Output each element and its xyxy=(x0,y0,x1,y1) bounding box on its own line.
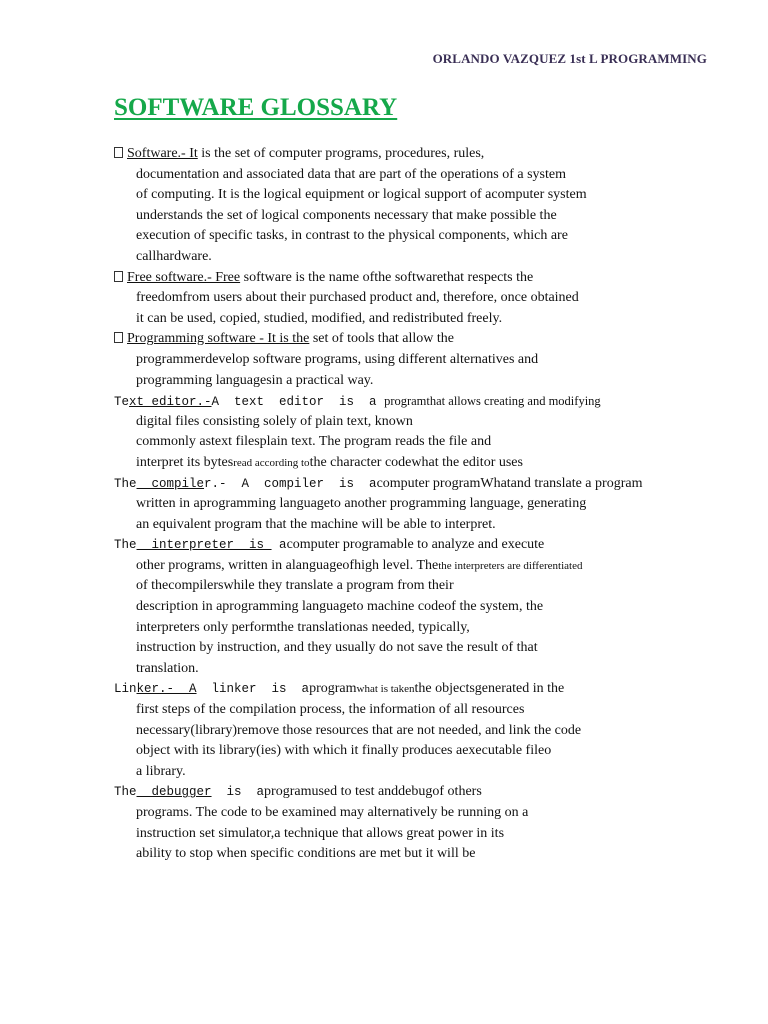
definition-line: programs. The code to be examined may alternatively be running on a xyxy=(136,805,529,820)
definition-text: programthat allows creating and modifying xyxy=(384,394,601,409)
definition-text-small: the interpreters are differentiated xyxy=(438,559,583,572)
definition-text: other programs, written in alanguageofhigh level. The xyxy=(136,557,439,573)
definition-text-small: read according to xyxy=(233,456,310,469)
entry-software xyxy=(114,144,754,165)
bullet-icon xyxy=(114,271,123,282)
term-debugger-suffix: is a xyxy=(211,785,265,800)
definition-line: it can be used, copied, studied, modified, and redistributed freely. xyxy=(136,310,503,326)
glossary-body xyxy=(114,144,754,865)
definition-line: callhardware. xyxy=(136,248,212,264)
page-title: SOFTWARE GLOSSARY xyxy=(114,94,398,121)
definition-text: software is the name ofthe softwarethat respects the xyxy=(240,269,534,285)
definition-line: ability to stop when specific conditions are met but it will be xyxy=(136,846,476,862)
definition-text: program xyxy=(309,681,357,697)
definition-line: freedomfrom users about their purchased product and, therefore, once obtained xyxy=(136,290,579,306)
definition-line: of thecompilerswhile they translate a program from their xyxy=(136,578,454,594)
definition-text: interpret its bytes xyxy=(136,454,234,470)
entry-programming-software xyxy=(114,329,754,350)
term-compiler-suffix: r.- A compiler is a xyxy=(204,476,377,491)
entry-text-editor xyxy=(114,391,754,412)
definition-line: necessary(library)remove those resources that are not needed, and link the code xyxy=(136,722,582,738)
term-interpreter-prefix: The xyxy=(114,538,137,553)
entry-free-software xyxy=(114,268,754,289)
term-linker-suffix: linker is a xyxy=(196,682,310,697)
bullet-icon xyxy=(114,147,123,158)
term-programming-software: Programming software - It is the xyxy=(127,331,310,347)
definition-text: computer programable to analyze and execute xyxy=(286,537,545,553)
definition-line: understands the set of logical components necessary that make possible the xyxy=(136,207,557,223)
definition-line xyxy=(114,453,754,474)
definition-line: commonly astext filesplain text. The program reads the file and xyxy=(136,434,492,450)
definition-text: programused to test anddebugof others xyxy=(264,784,482,800)
entry-linker xyxy=(114,679,754,700)
definition-line: of computing. It is the logical equipment or logical support of acomputer system xyxy=(136,187,587,203)
definition-text: the objectsgenerated in the xyxy=(414,681,565,697)
definition-line: translation. xyxy=(136,660,199,676)
definition-text: the character codewhat the editor uses xyxy=(309,454,523,470)
definition-line: description in aprogramming languageto machine codeof the system, the xyxy=(136,599,544,615)
term-text-editor-prefix: Te xyxy=(114,395,130,410)
term-compiler: compile xyxy=(136,476,205,491)
term-text-editor-suffix: A text editor is a xyxy=(211,395,385,410)
definition-text: set of tools that allow the xyxy=(309,331,455,347)
definition-line: interpreters only performthe translationas needed, typically, xyxy=(136,619,470,635)
term-free-software: Free software.- Free xyxy=(127,269,241,285)
definition-line: a library. xyxy=(136,763,186,779)
definition-line: programming languagesin a practical way. xyxy=(136,372,374,388)
definition-line: documentation and associated data that are part of the operations of a system xyxy=(136,166,566,182)
definition-line: instruction set simulator,a technique that allows great power in its xyxy=(136,825,505,841)
document-header: ORLANDO VAZQUEZ 1st L PROGRAMMING xyxy=(432,51,707,66)
definition-line: execution of specific tasks, in contrast to the physical components, which are xyxy=(136,228,568,244)
definition-line: written in aprogramming languageto another programming language, generating xyxy=(136,496,587,512)
term-interpreter: interpreter is xyxy=(136,538,272,553)
definition-line: digital files consisting solely of plain text, known xyxy=(136,413,413,429)
term-compiler-prefix: The xyxy=(114,476,137,491)
term-software: Software.- It xyxy=(127,146,198,161)
term-debugger: debugger xyxy=(136,785,212,800)
term-linker-prefix: Lin xyxy=(114,682,137,697)
definition-text-small: what is taken xyxy=(356,683,415,696)
definition-line: object with its library(ies) with which it finally produces aexecutable fileo xyxy=(136,743,552,759)
definition-line: programmerdevelop software programs, using different alternatives and xyxy=(136,351,539,367)
definition-line: an equivalent program that the machine will be able to interpret. xyxy=(136,516,496,532)
definition-line xyxy=(114,556,754,577)
term-text-editor: xt editor.- xyxy=(129,395,212,410)
definition-text: is the set of computer programs, procedures, rules, xyxy=(197,146,485,161)
term-interpreter-suffix: a xyxy=(271,538,287,553)
definition-line: instruction by instruction, and they usually do not save the result of that xyxy=(136,640,538,656)
definition-text: computer programWhatand translate a program xyxy=(376,475,643,491)
entry-debugger xyxy=(114,782,754,803)
entry-interpreter xyxy=(114,535,754,556)
bullet-icon xyxy=(114,332,123,343)
entry-compiler xyxy=(114,474,754,495)
term-debugger-prefix: The xyxy=(114,785,137,800)
definition-line: first steps of the compilation process, the information of all resources xyxy=(136,702,525,718)
term-linker: ker.- A xyxy=(136,682,197,697)
